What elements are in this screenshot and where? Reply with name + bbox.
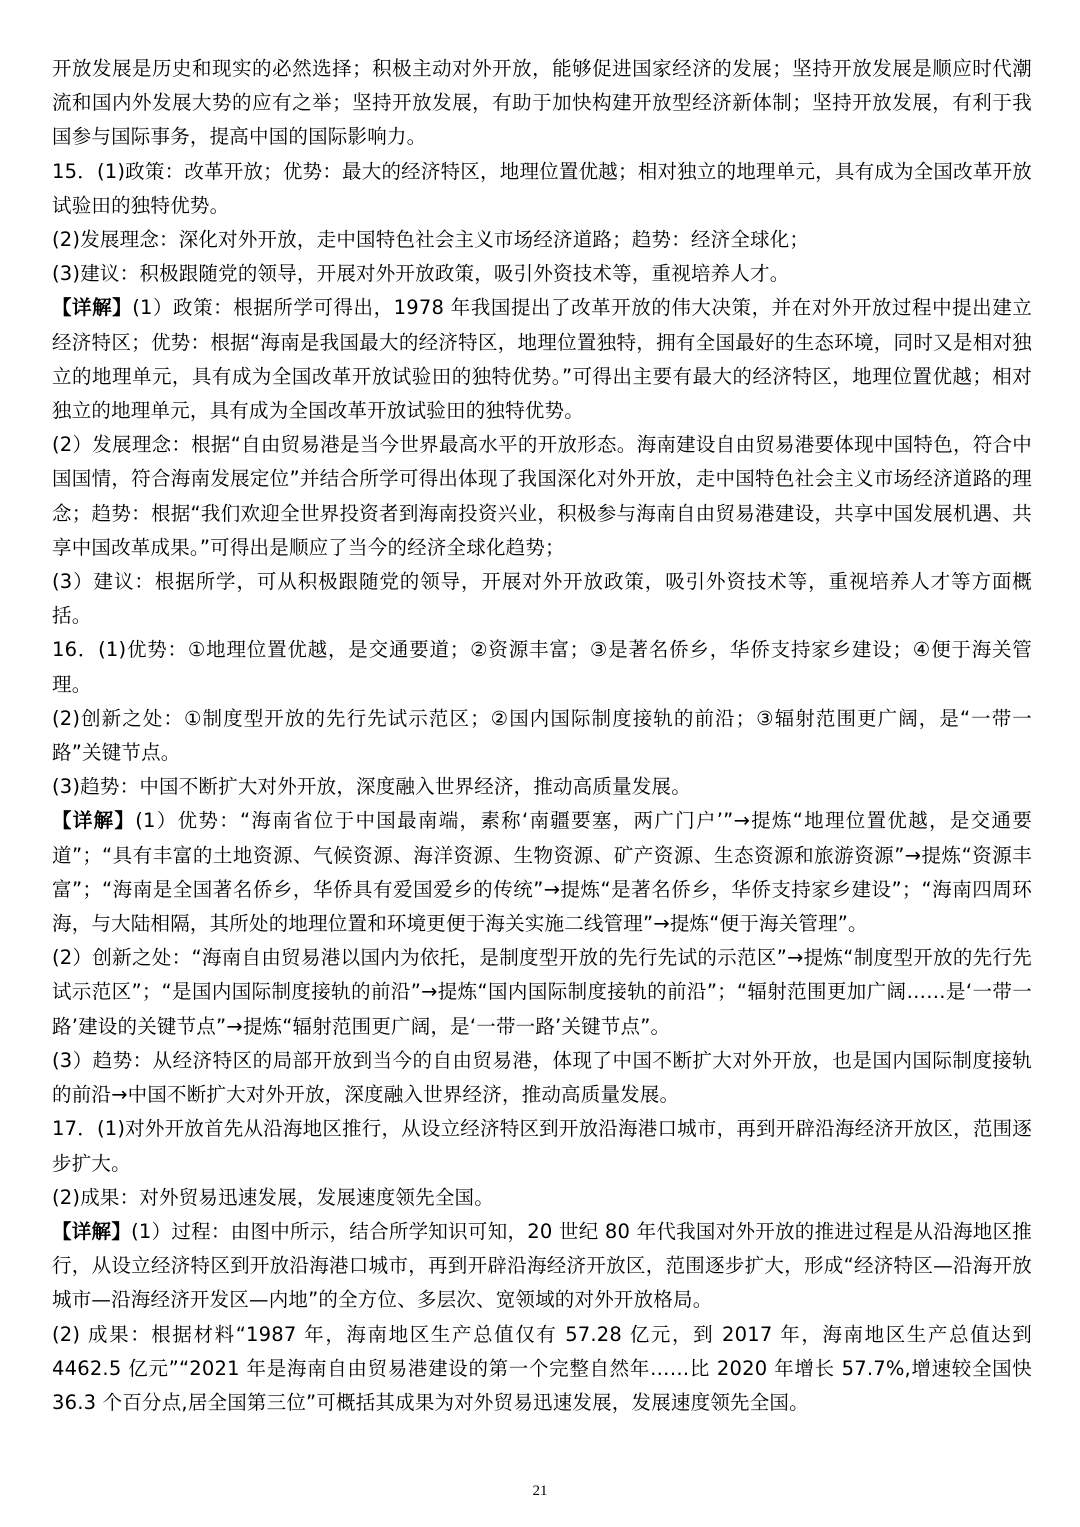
paragraph-q17-1: 17．(1)对外开放首先从沿海地区推行，从设立经济特区到开放沿海港口城市，再到开辟沿海经济开放区，范围逐步扩大。 — [52, 1117, 1032, 1175]
paragraph-q16-explain-1: 【详解】(1）优势：“海南省位于中国最南端，素称‘南疆要塞，两广门户’”→提炼“地理位置优越，是交通要道”；“具有丰富的土地资源、气候资源、海洋资源、生物资源、矿产资源、生态资源和旅游资源”→提炼“资源丰富”；“海南是全国著名侨乡，华侨具有爱国爱乡的传统”→提炼“是著名侨乡，华侨支持家乡建设”；“海南四周环海，与大陆相隔，其所处的地理位置和环境更便于海关实施二线管理”→提炼“便于海关管理”。 — [52, 809, 1032, 936]
paragraph-q16-explain-3: (3）趋势：从经济特区的局部开放到当今的自由贸易港，体现了中国不断扩大对外开放，也是国内国际制度接轨的前沿→中国不断扩大对外开放，深度融入世界经济，推动高质量发展。 — [52, 1048, 1032, 1107]
paragraph-q17-explain-2: (2) 成果：根据材料“1987 年，海南地区生产总值仅有 57.28 亿元，到 2017 年，海南地区生产总值达到 4462.5 亿元”“2021 年是海南自由贸易港建设的第一个完整自然年……比 2020 年增长 57.7%,增速较全国快 36.3 个百分点,居全国第三位”可概括其成果为对外贸易迅速发展，发展速度领先全国。 — [52, 1322, 1032, 1414]
explanation-label: 【详解】 — [52, 296, 133, 320]
paragraph-q15-2: (2)发展理念：深化对外开放，走中国特色社会主义市场经济道路；趋势：经济全球化； — [52, 228, 810, 252]
explanation-label: 【详解】 — [52, 809, 136, 833]
paragraph-q16-3: (3)趋势：中国不断扩大对外开放，深度融入世界经济，推动高质量发展。 — [52, 775, 691, 799]
paragraph-q15-explain-3: (3）建议：根据所学，可从积极跟随党的领导，开展对外开放政策，吸引外资技术等，重视培养人才等方面概括。 — [52, 570, 1032, 628]
explanation-label: 【详解】 — [52, 1219, 132, 1243]
document-body — [52, 52, 1032, 1420]
paragraph-q17-2: (2)成果：对外贸易迅速发展，发展速度领先全国。 — [52, 1185, 494, 1209]
paragraph-intro: 开放发展是历史和现实的必然选择；积极主动对外开放，能够促进国家经济的发展；坚持开放发展是顺应时代潮流和国内外发展大势的应有之举；坚持开放发展，有助于加快构建开放型经济新体制；坚持开放发展，有利于我国参与国际事务，提高中国的国际影响力。 — [52, 57, 1032, 149]
paragraph-q15-explain-1: 【详解】(1）政策：根据所学可得出，1978 年我国提出了改革开放的伟大决策，并在对外开放过程中提出建立经济特区；优势：根据“海南是我国最大的经济特区，地理位置独特，拥有全国最好的生态环境，同时又是相对独立的地理单元，具有成为全国改革开放试验田的独特优势。”可得出主要有最大的经济特区，地理位置优越；相对独立的地理单元，具有成为全国改革开放试验田的独特优势。 — [52, 296, 1032, 423]
paragraph-q15-3: (3)建议：积极跟随党的领导，开展对外开放政策，吸引外资技术等，重视培养人才。 — [52, 262, 790, 286]
paragraph-q15-explain-2: (2）发展理念：根据“自由贸易港是当今世界最高水平的开放形态。海南建设自由贸易港要体现中国特色，符合中国国情，符合海南发展定位”并结合所学可得出体现了我国深化对外开放，走中国特色社会主义市场经济道路的理念；趋势：根据“我们欢迎全世界投资者到海南投资兴业，积极参与海南自由贸易港建设，共享中国发展机遇、共享中国改革成果。”可得出是顺应了当今的经济全球化趋势； — [52, 433, 1032, 559]
paragraph-q16-explain-2: (2）创新之处：“海南自由贸易港以国内为依托，是制度型开放的先行先试的示范区”→提炼“制度型开放的先行先试示范区”；“是国内国际制度接轨的前沿”→提炼“国内国际制度接轨的前沿”；“辐射范围更加广阔……是‘一带一路’建设的关键节点”→提炼“辐射范围更广阔，是‘一带一路’关键节点”。 — [52, 946, 1032, 1038]
page-number: 21 — [532, 1483, 548, 1499]
paragraph-q16-1: 16．(1)优势：①地理位置优越，是交通要道；②资源丰富；③是著名侨乡，华侨支持家乡建设；④便于海关管理。 — [52, 638, 1032, 696]
paragraph-q15-1: 15．(1)政策：改革开放；优势：最大的经济特区，地理位置优越；相对独立的地理单元，具有成为全国改革开放试验田的独特优势。 — [52, 159, 1032, 217]
paragraph-q16-2: (2)创新之处：①制度型开放的先行先试示范区；②国内国际制度接轨的前沿；③辐射范围更广阔，是“一带一路”关键节点。 — [52, 706, 1032, 765]
paragraph-q17-explain-1: 【详解】(1）过程：由图中所示，结合所学知识可知，20 世纪 80 年代我国对外开放的推进过程是从沿海地区推行，从设立经济特区到开放沿海港口城市，再到开辟沿海经济开放区，范围逐步扩大，形成“经济特区—沿海开放城市—沿海经济开发区—内地”的全方位、多层次、宽领域的对外开放格局。 — [52, 1219, 1032, 1312]
